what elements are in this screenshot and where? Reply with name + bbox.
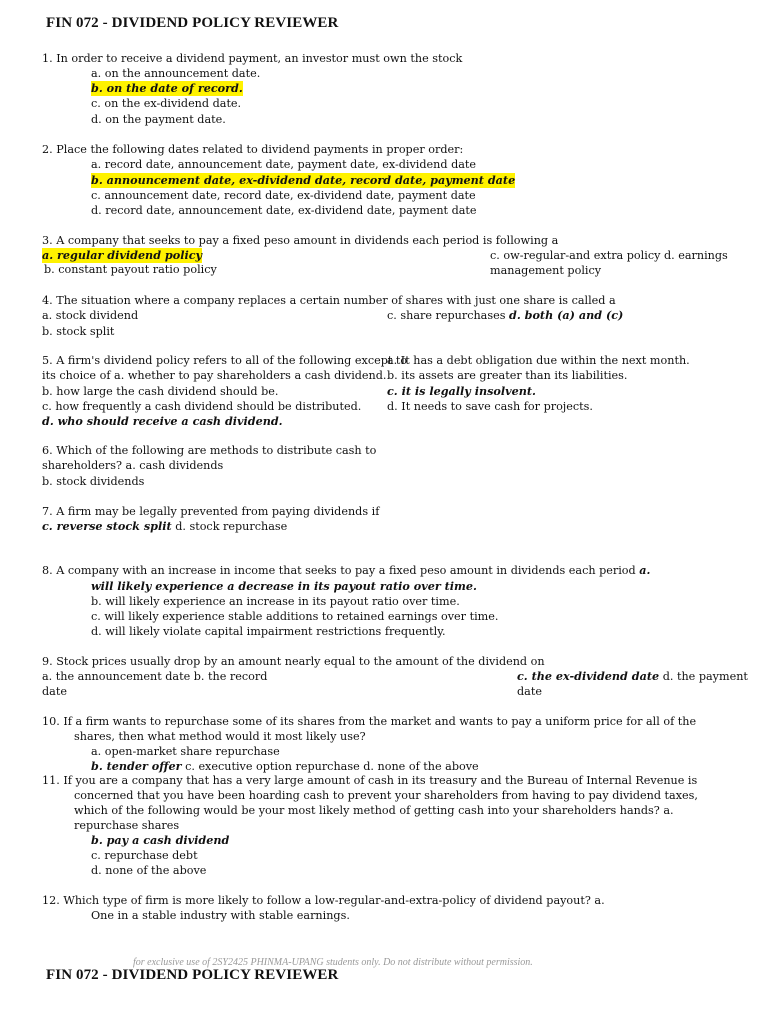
- q4-stem: 4. The situation where a company replaces a certain number of shares with just one share is called a: [42, 294, 616, 307]
- q4-option-c: c. share repurchases: [387, 309, 506, 322]
- q8-option-a-label: a.: [639, 563, 651, 577]
- q7-stem: 7. A firm may be legally prevented from paying dividends if: [42, 505, 380, 518]
- q7-option-a: a. It has a debt obligation due within the next month.: [387, 354, 690, 367]
- q1-option-a: a. on the announcement date.: [91, 67, 261, 80]
- q11-stem-cont-1: concerned that you have been hoarding cash to prevent your shareholders from having to pay dividend taxes,: [74, 789, 698, 802]
- q8-option-d: d. will likely violate capital impairment restrictions frequently.: [91, 625, 446, 638]
- q3-option-cd-cont: management policy: [490, 264, 602, 277]
- q6-stem: 6. Which of the following are methods to distribute cash to: [42, 444, 377, 457]
- q7-option-b: b. its assets are greater than its liabilities.: [387, 369, 628, 382]
- q12-stem: 12. Which type of firm is more likely to follow a low-regular-and-extra-policy of dividend payout? a.: [42, 894, 605, 907]
- q9-option-c-answer: c. the ex-dividend date: [517, 669, 660, 683]
- q7-option-d: d. It needs to save cash for projects.: [387, 400, 593, 413]
- q11-option-d: d. none of the above: [91, 864, 207, 877]
- q2-option-b-answer: b. announcement date, ex-dividend date, record date, payment date: [91, 173, 516, 187]
- q10-option-b-answer: b. tender offer: [91, 759, 182, 773]
- q1-option-b-answer: b. on the date of record.: [91, 81, 243, 95]
- q9-option-d: d. the payment: [662, 670, 748, 683]
- q10-stem: 10. If a firm wants to repurchase some of its shares from the market and wants to pay a uniform price for all of the: [42, 715, 697, 728]
- footer-page-title: FIN 072 - DIVIDEND POLICY REVIEWER: [46, 967, 339, 983]
- q5-stem-cont: its choice of a. whether to pay shareholders a cash dividend.: [42, 369, 387, 382]
- q8-option-b: b. will likely experience an increase in its payout ratio over time.: [91, 595, 460, 608]
- q4-option-b: b. stock split: [42, 325, 115, 338]
- q5-option-d-answer: d. who should receive a cash dividend.: [42, 414, 283, 428]
- footer-watermark-note: for exclusive use of 2SY2425 PHINMA-UPANG students only. Do not distribute without permission.: [133, 957, 533, 968]
- q11-stem-cont-2: which of the following would be your most likely method of getting cash into your shareholders hands? a.: [74, 804, 674, 817]
- q1-stem: 1. In order to receive a dividend payment, an investor must own the stock: [42, 52, 463, 65]
- q5-option-c: c. how frequently a cash dividend should be distributed.: [42, 400, 362, 413]
- q9-option-cd: [517, 669, 748, 684]
- q4-option-cd: [387, 308, 623, 323]
- q3-option-a-answer: a. regular dividend policy: [42, 248, 203, 262]
- q11-option-b-answer: b. pay a cash dividend: [91, 833, 230, 847]
- q3-option-b: b. constant payout ratio policy: [44, 263, 217, 276]
- q10-option-bcd: [91, 759, 479, 774]
- q1-option-d: d. on the payment date.: [91, 113, 226, 126]
- q2-option-a: a. record date, announcement date, payment date, ex-dividend date: [91, 158, 477, 171]
- q4-option-d-answer: d. both (a) and (c): [509, 308, 624, 322]
- q9-stem: 9. Stock prices usually drop by an amount nearly equal to the amount of the dividend on: [42, 655, 545, 668]
- q7-option-cd: [42, 519, 287, 534]
- q3-stem: 3. A company that seeks to pay a fixed peso amount in dividends each period is following a: [42, 234, 559, 247]
- q10-option-a: a. open-market share repurchase: [91, 745, 280, 758]
- q11-option-c: c. repurchase debt: [91, 849, 198, 862]
- q8-stem-text: 8. A company with an increase in income that seeks to pay a fixed peso amount in dividends each period: [42, 564, 636, 577]
- q7-option-c-answer: c. reverse stock split: [42, 519, 172, 533]
- q8-stem: [42, 563, 650, 578]
- q2-option-c: c. announcement date, record date, ex-dividend date, payment date: [91, 189, 476, 202]
- q3-option-cd: c. ow-regular-and extra policy d. earnings: [490, 249, 728, 262]
- q11-stem: 11. If you are a company that has a very large amount of cash in its treasury and the Bureau of Internal Revenue is: [42, 774, 698, 787]
- q7-option-d: d. stock repurchase: [175, 520, 288, 533]
- q6-stem-cont: shareholders? a. cash dividends: [42, 459, 224, 472]
- q10-stem-cont: shares, then what method would it most likely use?: [74, 730, 366, 743]
- q6-option-b: b. stock dividends: [42, 475, 145, 488]
- q8-option-c: c. will likely experience stable additions to retained earnings over time.: [91, 610, 499, 623]
- q4-option-a: a. stock dividend: [42, 309, 139, 322]
- q9-option-ab-cont: date: [42, 685, 67, 698]
- q7-option-c-answer: c. it is legally insolvent.: [387, 384, 536, 398]
- q1-option-c: c. on the ex-dividend date.: [91, 97, 242, 110]
- q2-stem: 2. Place the following dates related to dividend payments in proper order:: [42, 143, 464, 156]
- q12-option-a: One in a stable industry with stable earnings.: [91, 909, 350, 922]
- q5-stem: 5. A firm's dividend policy refers to all of the following except to: [42, 354, 408, 367]
- q2-option-d: d. record date, announcement date, ex-dividend date, payment date: [91, 204, 477, 217]
- q5-option-b: b. how large the cash dividend should be.: [42, 385, 279, 398]
- q9-option-d-cont: date: [517, 685, 542, 698]
- q11-option-a: repurchase shares: [74, 819, 180, 832]
- q8-option-a-answer: will likely experience a decrease in its payout ratio over time.: [91, 579, 477, 593]
- page-title: FIN 072 - DIVIDEND POLICY REVIEWER: [46, 15, 339, 31]
- q10-option-cd: c. executive option repurchase d. none of the above: [185, 760, 479, 773]
- q9-option-ab: a. the announcement date b. the record: [42, 670, 268, 683]
